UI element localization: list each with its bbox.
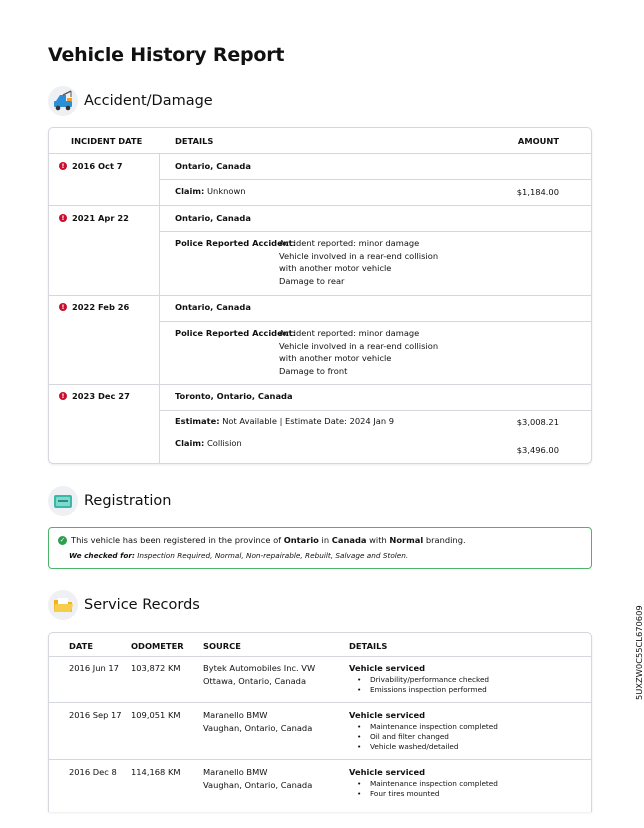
tow-truck-icon — [48, 86, 78, 116]
incident-date-text: 2023 Dec 27 — [72, 391, 130, 401]
folder-icon — [48, 590, 78, 620]
alert-icon: ! — [59, 392, 67, 400]
claim-value: Collision — [206, 438, 242, 448]
checked-label: We checked for: — [69, 551, 135, 560]
estimate-label: Estimate: — [175, 416, 220, 426]
service-source — [203, 662, 315, 687]
reg-text: This vehicle has been registered in the province of — [71, 535, 282, 545]
service-table-header — [49, 633, 591, 657]
police-report-details — [279, 237, 438, 287]
service-details — [349, 766, 498, 799]
report-line: Damage to rear — [279, 275, 345, 286]
alert-icon: ! — [59, 303, 67, 311]
incident-location: Ontario, Canada — [175, 213, 251, 223]
reg-branding: Normal — [389, 535, 424, 545]
reg-text: in — [321, 535, 330, 545]
service-odometer: 109,051 KM — [131, 710, 181, 720]
incident-claim — [175, 437, 242, 450]
license-plate-icon — [48, 486, 78, 516]
page-title: Vehicle History Report — [48, 44, 285, 66]
reg-text: branding. — [425, 535, 466, 545]
incident-date — [59, 302, 129, 312]
accident-table — [48, 127, 592, 464]
incident-date — [59, 161, 123, 171]
police-report-label: Police Reported Accident: — [175, 238, 296, 248]
alert-icon: ! — [59, 162, 67, 170]
incident-estimate — [175, 415, 394, 428]
source-name: Maranello BMW — [203, 710, 268, 720]
registration-section-header — [48, 486, 171, 516]
service-title: Vehicle serviced — [349, 767, 426, 777]
police-report-label: Police Reported Accident: — [175, 328, 296, 338]
list-item: • Four tires mounted — [349, 789, 498, 799]
service-section-header — [48, 590, 200, 620]
list-item: • Maintenance inspection completed — [349, 722, 498, 732]
service-date: 2016 Jun 17 — [69, 663, 119, 673]
incident-claim — [175, 185, 246, 198]
reg-country: Canada — [331, 535, 367, 545]
list-item: • Vehicle washed/detailed — [349, 742, 498, 752]
service-title: Vehicle serviced — [349, 710, 426, 720]
report-line: Damage to front — [279, 365, 348, 376]
claim-value: Unknown — [206, 186, 246, 196]
incident-amount: $1,184.00 — [516, 187, 559, 197]
accident-section-header — [48, 86, 213, 116]
list-item: • Drivability/performance checked — [349, 675, 489, 685]
source-name: Maranello BMW — [203, 767, 268, 777]
service-table — [48, 632, 592, 812]
claim-label: Claim: — [175, 438, 205, 448]
source-location: Ottawa, Ontario, Canada — [203, 675, 307, 686]
check-icon: ✓ — [59, 536, 66, 544]
registration-statement — [58, 535, 466, 545]
report-line: with another motor vehicle — [279, 353, 392, 364]
accident-table-header — [49, 128, 591, 154]
service-section-title: Service Records — [84, 597, 200, 613]
registration-box — [48, 527, 592, 569]
list-item: • Emissions inspection performed — [349, 685, 489, 695]
service-source — [203, 766, 312, 791]
reg-text: with — [369, 535, 387, 545]
registration-checked-for — [69, 551, 408, 560]
source-name: Bytek Automobiles Inc. VW — [203, 663, 316, 673]
service-odometer: 114,168 KM — [131, 767, 181, 777]
header-details: DETAILS — [349, 641, 388, 651]
header-amount: AMOUNT — [517, 136, 559, 146]
service-odometer: 103,872 KM — [131, 663, 181, 673]
report-line: Accident reported: minor damage — [279, 328, 420, 338]
estimate-value: Not Available | Estimate Date: 2024 Jan 9 — [222, 416, 395, 426]
registration-section-title: Registration — [84, 493, 172, 509]
source-location: Vaughan, Ontario, Canada — [203, 779, 313, 790]
source-location: Vaughan, Ontario, Canada — [203, 722, 313, 733]
service-details — [349, 662, 489, 695]
incident-date-text: 2021 Apr 22 — [72, 213, 129, 223]
incident-location: Toronto, Ontario, Canada — [175, 391, 293, 401]
estimate-amount: $3,008.21 — [516, 417, 559, 427]
claim-amount: $3,496.00 — [516, 445, 559, 455]
list-item: • Oil and filter changed — [349, 732, 498, 742]
incident-date — [59, 391, 130, 401]
report-line: Accident reported: minor damage — [279, 238, 420, 248]
service-source — [203, 709, 312, 734]
service-date: 2016 Sep 17 — [69, 710, 122, 720]
header-odometer: ODOMETER — [131, 641, 184, 651]
service-date: 2016 Dec 8 — [69, 767, 117, 777]
report-line: Vehicle involved in a rear-end collision — [279, 340, 439, 351]
checked-list: Inspection Required, Normal, Non-repairable, Rebuilt, Salvage and Stolen. — [137, 551, 409, 560]
incident-date-text: 2016 Oct 7 — [72, 161, 123, 171]
header-date: DATE — [69, 641, 93, 651]
incident-date-text: 2022 Feb 26 — [72, 302, 130, 312]
incident-date — [59, 213, 129, 223]
list-item: • Maintenance inspection completed — [349, 779, 498, 789]
accident-section-title: Accident/Damage — [84, 93, 213, 109]
vin-number: 5UXZW0C55CL670609 — [634, 605, 644, 700]
alert-icon: ! — [59, 214, 67, 222]
reg-province: Ontario — [283, 535, 319, 545]
header-source: SOURCE — [203, 641, 241, 651]
police-report-details — [279, 327, 438, 377]
service-details — [349, 709, 498, 752]
incident-location: Ontario, Canada — [175, 161, 251, 171]
header-incident-date: INCIDENT DATE — [71, 136, 143, 146]
claim-label: Claim: — [175, 186, 205, 196]
header-details: DETAILS — [175, 136, 214, 146]
incident-location: Ontario, Canada — [175, 302, 251, 312]
report-line: with another motor vehicle — [279, 263, 392, 274]
service-title: Vehicle serviced — [349, 663, 426, 673]
report-line: Vehicle involved in a rear-end collision — [279, 250, 439, 261]
